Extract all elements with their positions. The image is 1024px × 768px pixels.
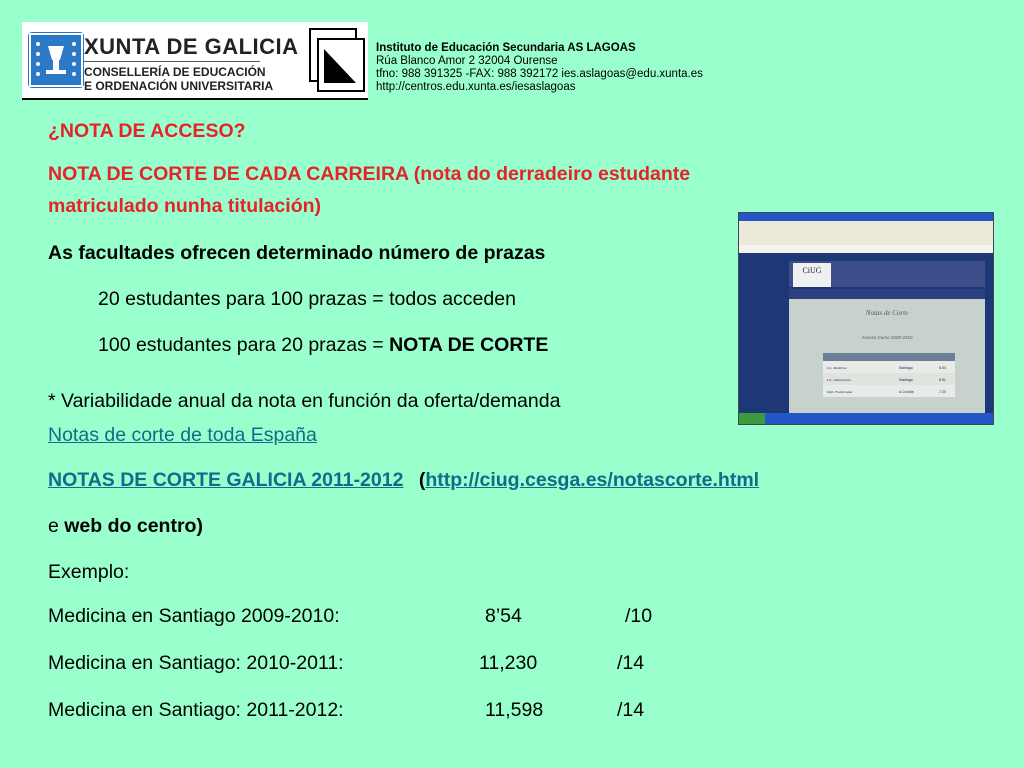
example-row	[48, 699, 644, 722]
variability-note: * Variabilidade anual da nota en función da oferta/demanda	[48, 390, 561, 412]
example-row	[48, 652, 644, 675]
xunta-logo	[22, 22, 368, 100]
example-row-max: /10	[625, 605, 653, 627]
school-website: http://centros.edu.xunta.es/iesaslagoas	[376, 81, 576, 93]
screenshot-row-degree: Dipl. Fisioterapia	[827, 390, 853, 394]
screenshot-row-degree: Lic. Odontoloxía	[827, 378, 851, 382]
screenshot-row-univ: Santiago	[899, 366, 913, 370]
example-row-grade: 11,598	[485, 699, 544, 721]
example-row	[48, 605, 652, 628]
galicia-shield-icon	[28, 32, 84, 88]
example-row-label: Medicina en Santiago: 2010-2011:	[48, 652, 344, 674]
example-2-left: 100 estudantes para 20 prazas =	[98, 334, 390, 356]
places-line: As facultades ofrecen determinado número de prazas	[48, 242, 546, 264]
school-name: Instituto de Educación Secundaria AS LAGOAS	[376, 42, 636, 54]
logo-title: XUNTA DE GALICIA	[84, 34, 299, 59]
example-row-max: /14	[617, 652, 645, 674]
example-row-grade: 8’54	[485, 605, 522, 627]
screenshot-row-grade: 7.30	[939, 390, 946, 394]
screenshot-page-title: Notas de Corte	[865, 309, 909, 317]
ciug-link[interactable]: http://ciug.cesga.es/notascorte.html	[425, 469, 760, 491]
example-row-max: /14	[617, 699, 645, 721]
logo-divider	[84, 61, 260, 62]
screenshot-row-univ: Santiago	[899, 378, 913, 382]
cutoff-desc-1: (nota do derradeiro estudante	[408, 163, 691, 185]
cutoff-desc-2: matriculado nunha titulación)	[48, 195, 322, 217]
example-row-label: Medicina en Santiago 2009-2010:	[48, 605, 340, 627]
example-line-1	[98, 288, 516, 311]
screenshot-row-grade: 8.54	[939, 366, 946, 370]
ciug-brand: CiUG	[802, 266, 822, 275]
school-phone: tfno: 988 391325 -FAX: 988 392172 ies.aslagoas@edu.xunta.es	[376, 68, 703, 80]
logo-dept-line1: CONSELLERÍA DE EDUCACIÓN	[84, 65, 266, 79]
screenshot-subtitle: Acceso Curso 2009-2010	[861, 335, 913, 340]
cutoff-heading	[48, 163, 690, 186]
galicia-cutoff-link[interactable]: NOTAS DE CORTE GALICIA 2011-2012	[48, 469, 404, 491]
spain-cutoff-link[interactable]: Notas de corte de toda España	[48, 424, 317, 446]
example-1-left: 20 estudantes para 100 prazas =	[98, 288, 390, 310]
cutoff-title: NOTA DE CORTE DE CADA CARREIRA	[48, 163, 409, 185]
example-2-right: NOTA DE CORTE	[389, 334, 549, 356]
screenshot-row-degree: Lic. Medicina	[827, 366, 847, 370]
ciug-website-screenshot	[738, 212, 994, 425]
web-bold: web do centro)	[64, 515, 203, 537]
example-line-2	[98, 334, 548, 357]
example-row-grade: 11,230	[479, 652, 538, 674]
screenshot-row-grade: 8.51	[939, 378, 946, 382]
galicia-line	[48, 469, 759, 492]
screenshot-row-univ: A Coruña	[899, 390, 914, 394]
web-prefix: e	[48, 515, 65, 537]
example-label: Exemplo:	[48, 561, 130, 583]
paren-open: (	[418, 469, 426, 491]
question-heading: ¿NOTA DE ACCESO?	[48, 120, 246, 142]
web-line	[48, 515, 203, 538]
logo-dept-line2: E ORDENACIÓN UNIVERSITARIA	[84, 79, 274, 93]
school-logo-icon	[308, 27, 368, 95]
logo-department	[84, 65, 273, 93]
school-address: Rúa Blanco Amor 2 32004 Ourense	[376, 55, 558, 67]
school-info	[376, 42, 703, 94]
example-1-right: todos acceden	[389, 288, 516, 310]
example-row-label: Medicina en Santiago: 2011-2012:	[48, 699, 344, 721]
